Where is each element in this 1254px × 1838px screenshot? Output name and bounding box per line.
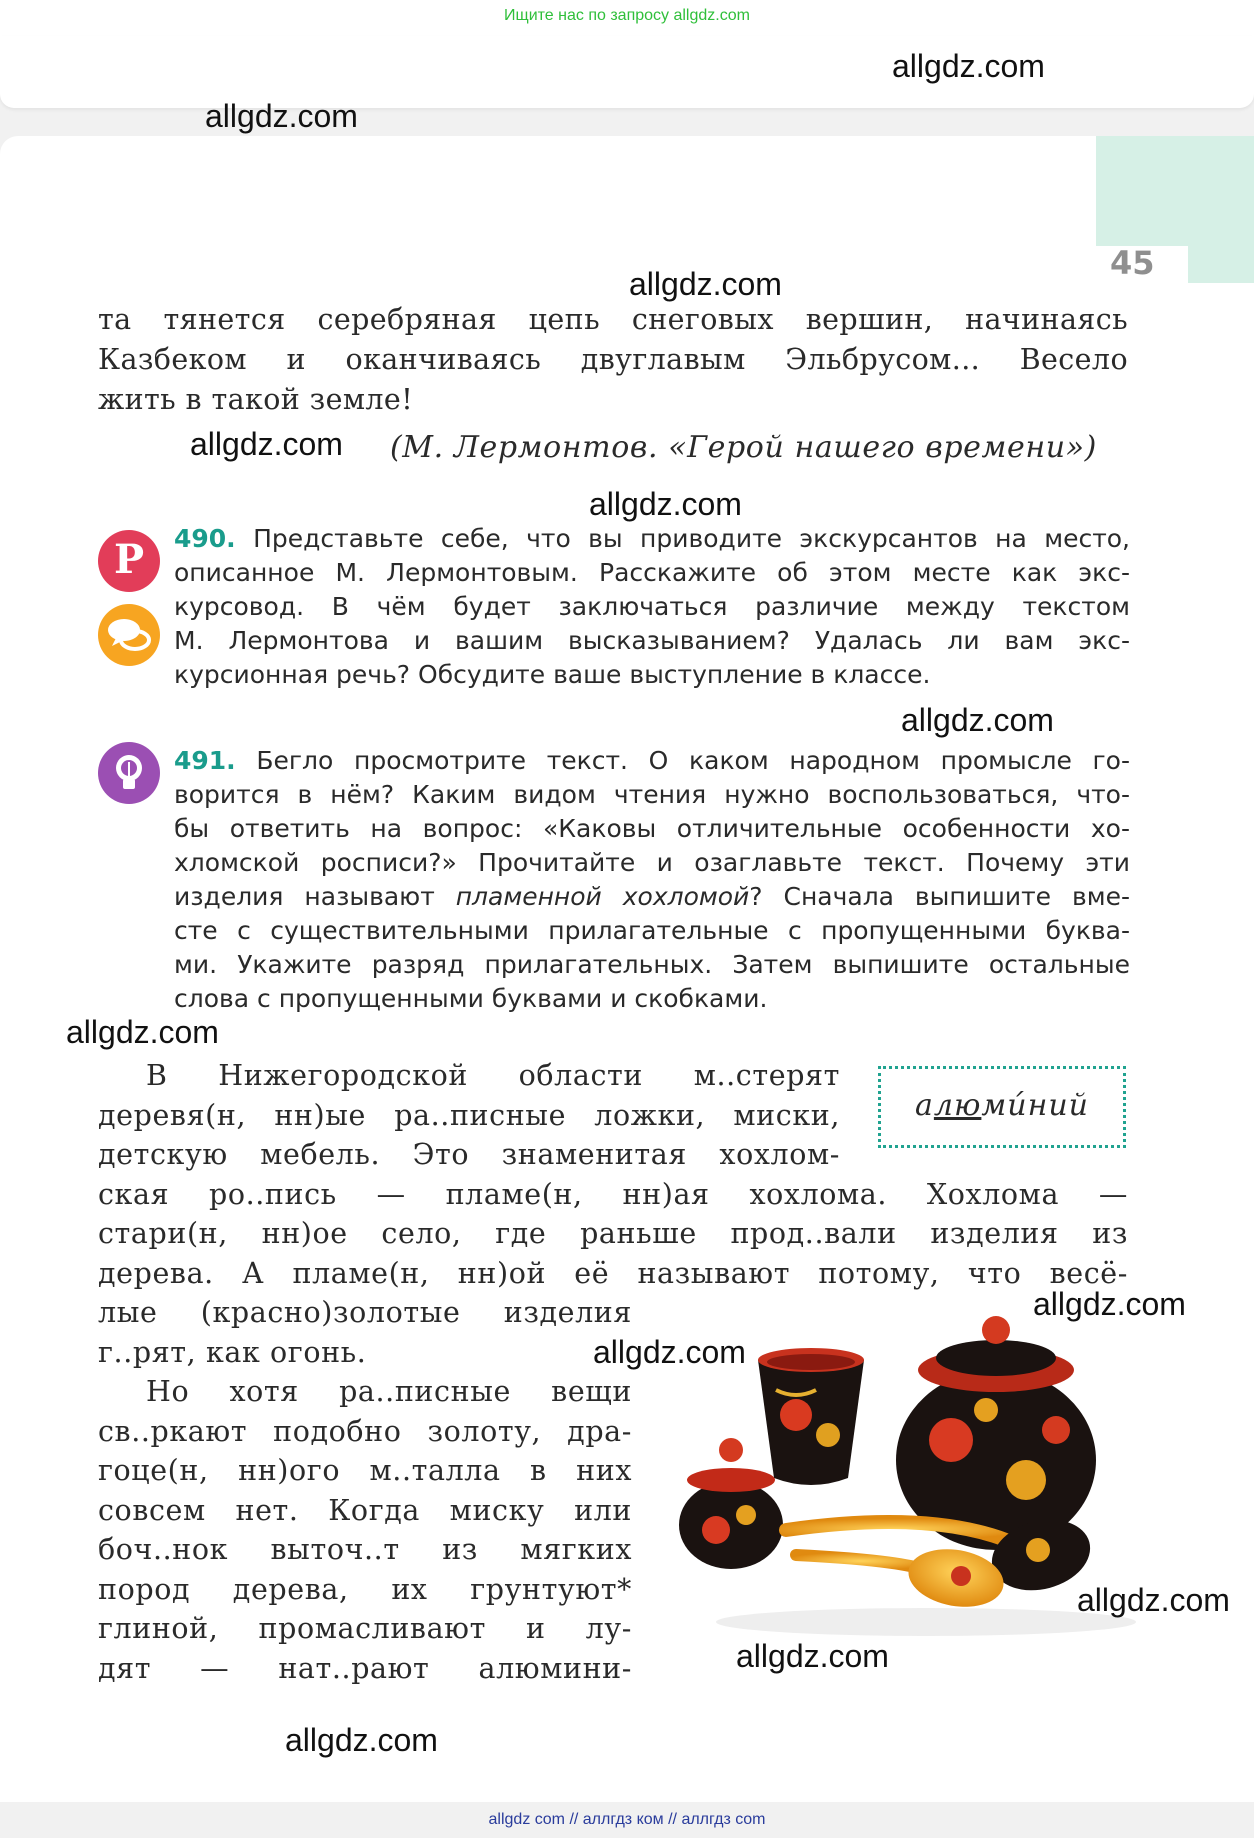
text-line: стари(н, нн)ое село, где раньше прод..вали изделия из [98,1217,1128,1250]
lightbulb-icon [98,742,160,804]
task-line: изделия называют [174,882,456,911]
speech-badge-icon [98,530,160,592]
text-line: пород дерева, их грунтуют* [98,1572,632,1606]
text-line: св..ркают подобно золоту, дра- [98,1414,632,1448]
search-hint-text[interactable]: Ищите нас по запросу allgdz.com [504,7,750,24]
quote-line: жить в такой земле! [98,383,414,416]
discussion-icon [98,604,160,666]
task-line: хломской росписи?» Прочитайте и озаглавьте текст. Почему эти [174,848,1130,877]
text-line: ская ро..пись — пламе(н, нн)ая хохлома. Хохлома — [98,1177,1128,1211]
watermark: allgdz.com [736,1638,889,1674]
watermark: allgdz.com [892,48,1045,84]
dictionary-word-box [878,1066,1126,1148]
quote-line: Казбеком и оканчиваясь двуглавым Эльбрусом... Весело [98,343,1128,376]
text-line: дерева. А пламе(н, нн)ой её называют потому, что весё- [98,1256,1128,1290]
task-number: 490. [174,524,236,553]
task-line: ворится в нём? Каким видом чтения нужно воспользоваться, что- [174,780,1130,809]
text-line: Но хотя ра..писные вещи [146,1375,632,1408]
main-text-top [98,1056,840,1175]
page-number: 45 [1110,244,1155,282]
text-line: боч..нок выточ..т из мягких [98,1533,632,1566]
text-line: совсем нет. Когда миску или [98,1493,632,1527]
chat-bubbles-icon [98,604,160,666]
text-line: глиной, промасливают и лу- [98,1612,632,1645]
task-line: ми. Укажите разряд прилагательных. Затем выпишите остальные [174,950,1130,979]
badge-letter: P [113,536,145,583]
watermark: allgdz.com [285,1722,438,1758]
quote-line: та тянется серебряная цепь снеговых вершин, начинаясь [98,303,1128,336]
task-line: курсовод. В чём будет заключаться различие между текстом [174,592,1130,621]
footer-links [0,1802,1254,1838]
watermark: allgdz.com [66,1014,219,1050]
watermark: allgdz.com [629,266,782,302]
task-line: Представьте себе, что вы приводите экскурсантов на место, [253,524,1130,553]
watermark: allgdz.com [205,98,358,134]
dict-part: а [914,1088,934,1123]
task-line: бы ответить на вопрос: «Каковы отличительные особенности хо- [174,814,1130,843]
task-line: сте с существительными прилагательные с пропущенными буква- [174,916,1130,945]
main-text-narrow [98,1293,632,1688]
watermark: allgdz.com [589,486,742,522]
text-line: В Нижегородской области м..стерят [146,1059,840,1092]
watermark: allgdz.com [1077,1582,1230,1618]
task-line: Бегло просмотрите текст. О каком народном промысле го- [256,746,1130,775]
task-number: 491. [174,746,236,775]
main-text-wide [98,1175,1128,1294]
ad-panel [0,36,1254,108]
quote-author: (М. Лермонтов. «Герой нашего времени») [390,430,1097,465]
khokhloma-ware-image [676,1310,1146,1640]
task-491 [174,744,1130,1016]
task-line: курсионная речь? Обсудите ваше выступление в классе. [174,660,931,689]
lightbulb-badge [98,742,160,804]
task-line: М. Лермонтова и вашим высказыванием? Удалась ли вам экс- [174,626,1130,655]
dict-part: ми́ний [981,1088,1089,1123]
dict-underlined: лю [933,1088,982,1123]
text-line: гоце(н, нн)ого м..талла в них [98,1454,632,1487]
quote-text [98,300,1128,420]
text-line: детскую мебель. Это знаменитая хохлом- [98,1138,840,1171]
khokhloma-illustration [676,1310,1146,1640]
watermark: allgdz.com [1033,1286,1186,1322]
text-line: дят — нат..рают алюмини- [98,1651,632,1685]
italic-phrase: пламенной хохломой [455,882,750,911]
footer-links-text[interactable]: allgdz com // аллгдз ком // аллгдз com [488,1811,766,1828]
task-line: описанное М. Лермонтовым. Расскажите об этом месте как экс- [174,558,1130,587]
task-line: слова с пропущенными буквами и скобками. [174,984,768,1013]
watermark: allgdz.com [190,426,343,462]
task-490 [174,522,1130,692]
text-line: г..рят, как огонь. [98,1335,367,1369]
task-line: ? Сначала выпишите вме- [749,882,1130,911]
text-line: лые (красно)золотые изделия [98,1296,632,1329]
watermark: allgdz.com [593,1334,746,1370]
watermark: allgdz.com [901,702,1054,738]
top-search-banner [0,0,1254,36]
text-line: деревя(н, нн)ые ра..писные ложки, миски, [98,1098,840,1132]
